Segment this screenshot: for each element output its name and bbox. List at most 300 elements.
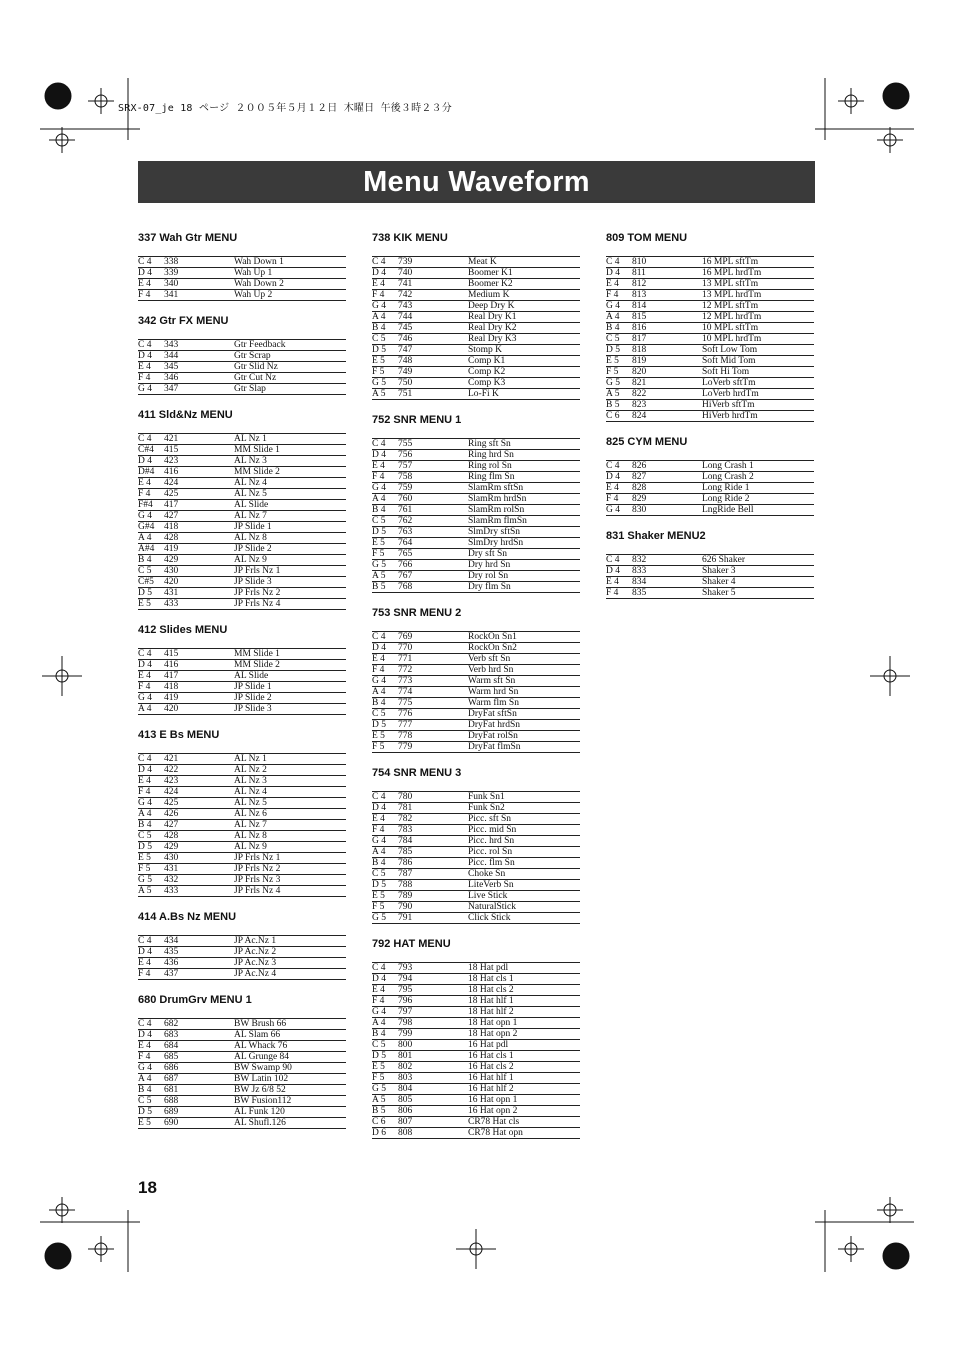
waveform-name-cell: AL Slide (234, 500, 269, 510)
key-cell: D 4 (606, 566, 620, 576)
waveform-name-cell: BW Jz 6/8 52 (234, 1085, 286, 1095)
table-row (372, 301, 580, 312)
waveform-name-cell: MM Slide 1 (234, 649, 280, 659)
table-row (372, 538, 580, 549)
table-row (372, 549, 580, 560)
waveform-table (372, 631, 580, 753)
key-cell: D 4 (138, 947, 152, 957)
table-row (372, 1018, 580, 1029)
key-cell: E 4 (372, 985, 385, 995)
key-cell: D 4 (372, 803, 386, 813)
table-row (372, 389, 580, 400)
waveform-name-cell: JP Slide 2 (234, 544, 272, 554)
key-cell: C 4 (372, 963, 386, 973)
key-cell: G 5 (372, 913, 386, 923)
waveform-name-cell: 18 Hat opn 2 (468, 1029, 518, 1039)
waveform-name-cell: Ring rol Sn (468, 461, 512, 471)
menu-section (138, 994, 346, 1129)
table-row (138, 1118, 346, 1129)
waveform-name-cell: Picc. flm Sn (468, 858, 515, 868)
key-cell: F 4 (138, 290, 151, 300)
waveform-name-cell: AL Nz 6 (234, 809, 267, 819)
key-cell: D 4 (138, 1030, 152, 1040)
key-cell: E 4 (138, 478, 151, 488)
number-cell: 791 (398, 913, 413, 923)
waveform-name-cell: Choke Sn (468, 869, 506, 879)
table-row (138, 290, 346, 301)
table-row (372, 858, 580, 869)
table-row (372, 378, 580, 389)
column-1 (138, 232, 346, 1143)
number-cell: 434 (164, 936, 179, 946)
number-cell: 745 (398, 323, 413, 333)
menu-section (606, 436, 814, 516)
number-cell: 415 (164, 649, 179, 659)
waveform-name-cell: 16 Hat cls 1 (468, 1051, 514, 1061)
waveform-name-cell: Verb hrd Sn (468, 665, 514, 675)
key-cell: E 4 (138, 279, 151, 289)
table-row (372, 1051, 580, 1062)
number-cell: 428 (164, 831, 179, 841)
key-cell: A 5 (138, 886, 152, 896)
table-row (138, 456, 346, 467)
table-row (138, 588, 346, 599)
menu-section (138, 729, 346, 897)
table-row (138, 362, 346, 373)
page-title-banner (138, 161, 815, 203)
waveform-name-cell: Comp K1 (468, 356, 506, 366)
key-cell: E 5 (372, 356, 385, 366)
key-cell: F 4 (606, 494, 619, 504)
number-cell: 786 (398, 858, 413, 868)
key-cell: A 4 (372, 494, 386, 504)
number-cell: 682 (164, 1019, 179, 1029)
key-cell: E 5 (138, 1118, 151, 1128)
table-row (372, 1073, 580, 1084)
key-cell: G 5 (372, 1084, 386, 1094)
key-cell: F 5 (138, 864, 151, 874)
table-row (138, 704, 346, 715)
menu-section (372, 607, 580, 753)
waveform-name-cell: Boomer K2 (468, 279, 513, 289)
key-cell: F 4 (372, 825, 385, 835)
waveform-name-cell: Picc. sft Sn (468, 814, 512, 824)
waveform-name-cell: JP Frls Nz 3 (234, 875, 281, 885)
number-cell: 685 (164, 1052, 179, 1062)
number-cell: 741 (398, 279, 413, 289)
number-cell: 806 (398, 1106, 413, 1116)
waveform-name-cell: DryFat rolSn (468, 731, 518, 741)
number-cell: 686 (164, 1063, 179, 1073)
waveform-name-cell: BW Latin 102 (234, 1074, 289, 1084)
waveform-name-cell: JP Frls Nz 1 (234, 853, 281, 863)
key-cell: F 4 (138, 682, 151, 692)
key-cell: E 4 (138, 776, 151, 786)
waveform-name-cell: Gtr Feedback (234, 340, 286, 350)
table-row (372, 257, 580, 268)
table-row (138, 958, 346, 969)
waveform-name-cell: Gtr Cut Nz (234, 373, 277, 383)
key-cell: A 4 (372, 847, 386, 857)
table-row (138, 373, 346, 384)
waveform-name-cell: JP Ac.Nz 1 (234, 936, 277, 946)
number-cell: 821 (632, 378, 647, 388)
number-cell: 341 (164, 290, 179, 300)
key-cell: G#4 (138, 522, 155, 532)
waveform-name-cell: Gtr Slap (234, 384, 266, 394)
key-cell: D 4 (372, 268, 386, 278)
table-row (372, 494, 580, 505)
waveform-table (138, 935, 346, 980)
waveform-name-cell: JP Ac.Nz 2 (234, 947, 277, 957)
waveform-name-cell: 16 Hat pdl (468, 1040, 509, 1050)
number-cell: 828 (632, 483, 647, 493)
number-cell: 783 (398, 825, 413, 835)
key-cell: F 4 (372, 996, 385, 1006)
table-row (606, 257, 814, 268)
table-row (372, 632, 580, 643)
menu-section (138, 624, 346, 715)
waveform-name-cell: AL Nz 7 (234, 511, 267, 521)
number-cell: 804 (398, 1084, 413, 1094)
table-row (372, 1117, 580, 1128)
number-cell: 811 (632, 268, 646, 278)
number-cell: 778 (398, 731, 413, 741)
key-cell: D 4 (606, 268, 620, 278)
key-cell: C 4 (372, 257, 386, 267)
waveform-name-cell: Ring hrd Sn (468, 450, 514, 460)
table-row (138, 864, 346, 875)
number-cell: 689 (164, 1107, 179, 1117)
waveform-name-cell: Wah Down 1 (234, 257, 284, 267)
waveform-name-cell: Warm sft Sn (468, 676, 516, 686)
waveform-name-cell: Medium K (468, 290, 510, 300)
section-title: 738 KIK MENU (372, 232, 448, 244)
table-row (138, 947, 346, 958)
table-row (138, 566, 346, 577)
number-cell: 834 (632, 577, 647, 587)
menu-section (606, 530, 814, 599)
key-cell: B 5 (372, 582, 386, 592)
waveform-name-cell: AL Nz 9 (234, 842, 267, 852)
key-cell: E 4 (138, 362, 151, 372)
waveform-name-cell: Soft Low Tom (702, 345, 758, 355)
waveform-name-cell: RockOn Sn2 (468, 643, 517, 653)
waveform-name-cell: Long Ride 1 (702, 483, 750, 493)
table-row (138, 489, 346, 500)
key-cell: E 5 (606, 356, 619, 366)
table-row (372, 996, 580, 1007)
key-cell: E 5 (372, 731, 385, 741)
table-row (606, 389, 814, 400)
menu-section (372, 767, 580, 924)
number-cell: 742 (398, 290, 413, 300)
table-row (138, 831, 346, 842)
key-cell: D 4 (372, 974, 386, 984)
table-row (372, 985, 580, 996)
number-cell: 688 (164, 1096, 179, 1106)
menu-section (138, 315, 346, 395)
table-row (138, 693, 346, 704)
waveform-name-cell: BW Swamp 90 (234, 1063, 292, 1073)
number-cell: 417 (164, 500, 179, 510)
key-cell: G 4 (372, 1007, 386, 1017)
number-cell: 768 (398, 582, 413, 592)
key-cell: G 5 (138, 875, 152, 885)
number-cell: 756 (398, 450, 413, 460)
number-cell: 684 (164, 1041, 179, 1051)
number-cell: 776 (398, 709, 413, 719)
number-cell: 690 (164, 1118, 179, 1128)
waveform-name-cell: Real Dry K1 (468, 312, 517, 322)
table-row (372, 527, 580, 538)
table-row (372, 268, 580, 279)
waveform-name-cell: JP Slide 1 (234, 522, 272, 532)
section-title: 825 CYM MENU (606, 436, 688, 448)
key-cell: C 5 (372, 516, 386, 526)
table-row (372, 687, 580, 698)
number-cell: 824 (632, 411, 647, 421)
waveform-name-cell: AL Nz 2 (234, 765, 267, 775)
number-cell: 817 (632, 334, 647, 344)
table-row (372, 571, 580, 582)
number-cell: 740 (398, 268, 413, 278)
table-row (372, 461, 580, 472)
number-cell: 772 (398, 665, 413, 675)
table-row (372, 913, 580, 924)
key-cell: D 4 (372, 450, 386, 460)
waveform-name-cell: AL Slam 66 (234, 1030, 281, 1040)
number-cell: 427 (164, 511, 179, 521)
table-row (372, 1007, 580, 1018)
table-row (372, 847, 580, 858)
key-cell: D 4 (138, 660, 152, 670)
waveform-name-cell: Shaker 5 (702, 588, 736, 598)
waveform-table (372, 256, 580, 400)
waveform-name-cell: SlamRm hrdSn (468, 494, 527, 504)
table-row (138, 478, 346, 489)
number-cell: 835 (632, 588, 647, 598)
number-cell: 421 (164, 754, 179, 764)
section-title: 413 E Bs MENU (138, 729, 220, 741)
table-row (138, 754, 346, 765)
table-row (372, 731, 580, 742)
table-row (372, 803, 580, 814)
key-cell: E 4 (606, 483, 619, 493)
key-cell: C 4 (606, 257, 620, 267)
key-cell: D 4 (138, 351, 152, 361)
table-row (372, 1084, 580, 1095)
waveform-name-cell: AL Funk 120 (234, 1107, 285, 1117)
number-cell: 433 (164, 886, 179, 896)
table-row (138, 500, 346, 511)
key-cell: F 5 (372, 367, 385, 377)
number-cell: 766 (398, 560, 413, 570)
page-number: 18 (138, 1178, 157, 1197)
table-row (138, 936, 346, 947)
waveform-name-cell: JP Slide 3 (234, 577, 272, 587)
number-cell: 346 (164, 373, 179, 383)
key-cell: D 5 (606, 345, 620, 355)
key-cell: F 5 (372, 549, 385, 559)
waveform-name-cell: Wah Up 2 (234, 290, 273, 300)
key-cell: E 4 (372, 654, 385, 664)
number-cell: 832 (632, 555, 647, 565)
number-cell: 812 (632, 279, 647, 289)
number-cell: 798 (398, 1018, 413, 1028)
number-cell: 799 (398, 1029, 413, 1039)
table-row (372, 1106, 580, 1117)
number-cell: 744 (398, 312, 413, 322)
section-title: 752 SNR MENU 1 (372, 414, 462, 426)
table-row (138, 511, 346, 522)
table-row (606, 345, 814, 356)
key-cell: E 4 (606, 577, 619, 587)
key-cell: C 4 (138, 649, 152, 659)
table-row (606, 268, 814, 279)
number-cell: 419 (164, 544, 179, 554)
key-cell: F 4 (138, 787, 151, 797)
waveform-name-cell: MM Slide 1 (234, 445, 280, 455)
table-row (372, 516, 580, 527)
number-cell: 795 (398, 985, 413, 995)
number-cell: 816 (632, 323, 647, 333)
number-cell: 428 (164, 533, 179, 543)
waveform-name-cell: HiVerb sftTm (702, 400, 755, 410)
number-cell: 431 (164, 864, 179, 874)
waveform-name-cell: 16 MPL hrdTm (702, 268, 762, 278)
key-cell: A 4 (138, 809, 152, 819)
table-row (138, 809, 346, 820)
table-row (372, 367, 580, 378)
key-cell: E 4 (372, 814, 385, 824)
number-cell: 813 (632, 290, 647, 300)
number-cell: 340 (164, 279, 179, 289)
waveform-name-cell: AL Nz 8 (234, 831, 267, 841)
table-row (606, 290, 814, 301)
table-row (606, 472, 814, 483)
waveform-table (372, 791, 580, 924)
key-cell: D 4 (372, 643, 386, 653)
waveform-name-cell: JP Frls Nz 1 (234, 566, 281, 576)
key-cell: E 4 (606, 279, 619, 289)
table-row (606, 400, 814, 411)
table-row (138, 1052, 346, 1063)
waveform-name-cell: 16 Hat cls 2 (468, 1062, 514, 1072)
number-cell: 765 (398, 549, 413, 559)
waveform-table (606, 554, 814, 599)
number-cell: 790 (398, 902, 413, 912)
menu-section (606, 232, 814, 422)
waveform-name-cell: Dry flm Sn (468, 582, 511, 592)
waveform-name-cell: 626 Shaker (702, 555, 746, 565)
waveform-name-cell: Dry rol Sn (468, 571, 509, 581)
table-row (138, 340, 346, 351)
number-cell: 427 (164, 820, 179, 830)
number-cell: 769 (398, 632, 413, 642)
table-row (138, 886, 346, 897)
waveform-name-cell: AL Nz 8 (234, 533, 267, 543)
key-cell: G 4 (138, 798, 152, 808)
key-cell: C#4 (138, 445, 154, 455)
table-row (138, 671, 346, 682)
key-cell: F 4 (138, 969, 151, 979)
waveform-table (606, 460, 814, 516)
section-title: 831 Shaker MENU2 (606, 530, 706, 542)
number-cell: 757 (398, 461, 413, 471)
number-cell: 749 (398, 367, 413, 377)
number-cell: 419 (164, 693, 179, 703)
key-cell: C 4 (138, 936, 152, 946)
column-2 (372, 232, 580, 1153)
waveform-name-cell: Click Stick (468, 913, 511, 923)
key-cell: A 4 (372, 1018, 386, 1028)
table-row (372, 1062, 580, 1073)
waveform-name-cell: BW Brush 66 (234, 1019, 287, 1029)
key-cell: C 4 (372, 632, 386, 642)
number-cell: 759 (398, 483, 413, 493)
table-row (606, 566, 814, 577)
key-cell: G 5 (606, 378, 620, 388)
table-row (372, 676, 580, 687)
waveform-name-cell: DryFat sftSn (468, 709, 517, 719)
key-cell: B 4 (372, 698, 386, 708)
table-row (372, 814, 580, 825)
key-cell: C 5 (372, 869, 386, 879)
table-row (138, 875, 346, 886)
table-row (138, 522, 346, 533)
waveform-name-cell: Soft Mid Tom (702, 356, 756, 366)
table-row (372, 1029, 580, 1040)
waveform-name-cell: AL Shufl.126 (234, 1118, 286, 1128)
number-cell: 437 (164, 969, 179, 979)
table-row (138, 257, 346, 268)
key-cell: F 4 (138, 489, 151, 499)
number-cell: 763 (398, 527, 413, 537)
waveform-name-cell: Verb sft Sn (468, 654, 511, 664)
table-row (372, 836, 580, 847)
waveform-name-cell: LoVerb hrdTm (702, 389, 759, 399)
number-cell: 822 (632, 389, 647, 399)
key-cell: D 5 (372, 720, 386, 730)
number-cell: 760 (398, 494, 413, 504)
table-row (138, 853, 346, 864)
key-cell: D 5 (138, 1107, 152, 1117)
key-cell: A 4 (138, 533, 152, 543)
number-cell: 683 (164, 1030, 179, 1040)
number-cell: 339 (164, 268, 179, 278)
number-cell: 767 (398, 571, 413, 581)
table-row (606, 577, 814, 588)
number-cell: 805 (398, 1095, 413, 1105)
key-cell: G 4 (372, 836, 386, 846)
number-cell: 774 (398, 687, 413, 697)
key-cell: F 4 (606, 290, 619, 300)
table-row (372, 323, 580, 334)
waveform-name-cell: 18 Hat opn 1 (468, 1018, 518, 1028)
key-cell: E 4 (372, 279, 385, 289)
key-cell: D 5 (372, 880, 386, 890)
key-cell: B 4 (606, 323, 620, 333)
waveform-name-cell: AL Slide (234, 671, 269, 681)
number-cell: 781 (398, 803, 413, 813)
waveform-name-cell: 16 Hat opn 2 (468, 1106, 518, 1116)
waveform-name-cell: 12 MPL sftTm (702, 301, 759, 311)
key-cell: A 5 (372, 571, 386, 581)
key-cell: D 4 (138, 456, 152, 466)
table-row (138, 798, 346, 809)
waveform-name-cell: Meat K (468, 257, 497, 267)
